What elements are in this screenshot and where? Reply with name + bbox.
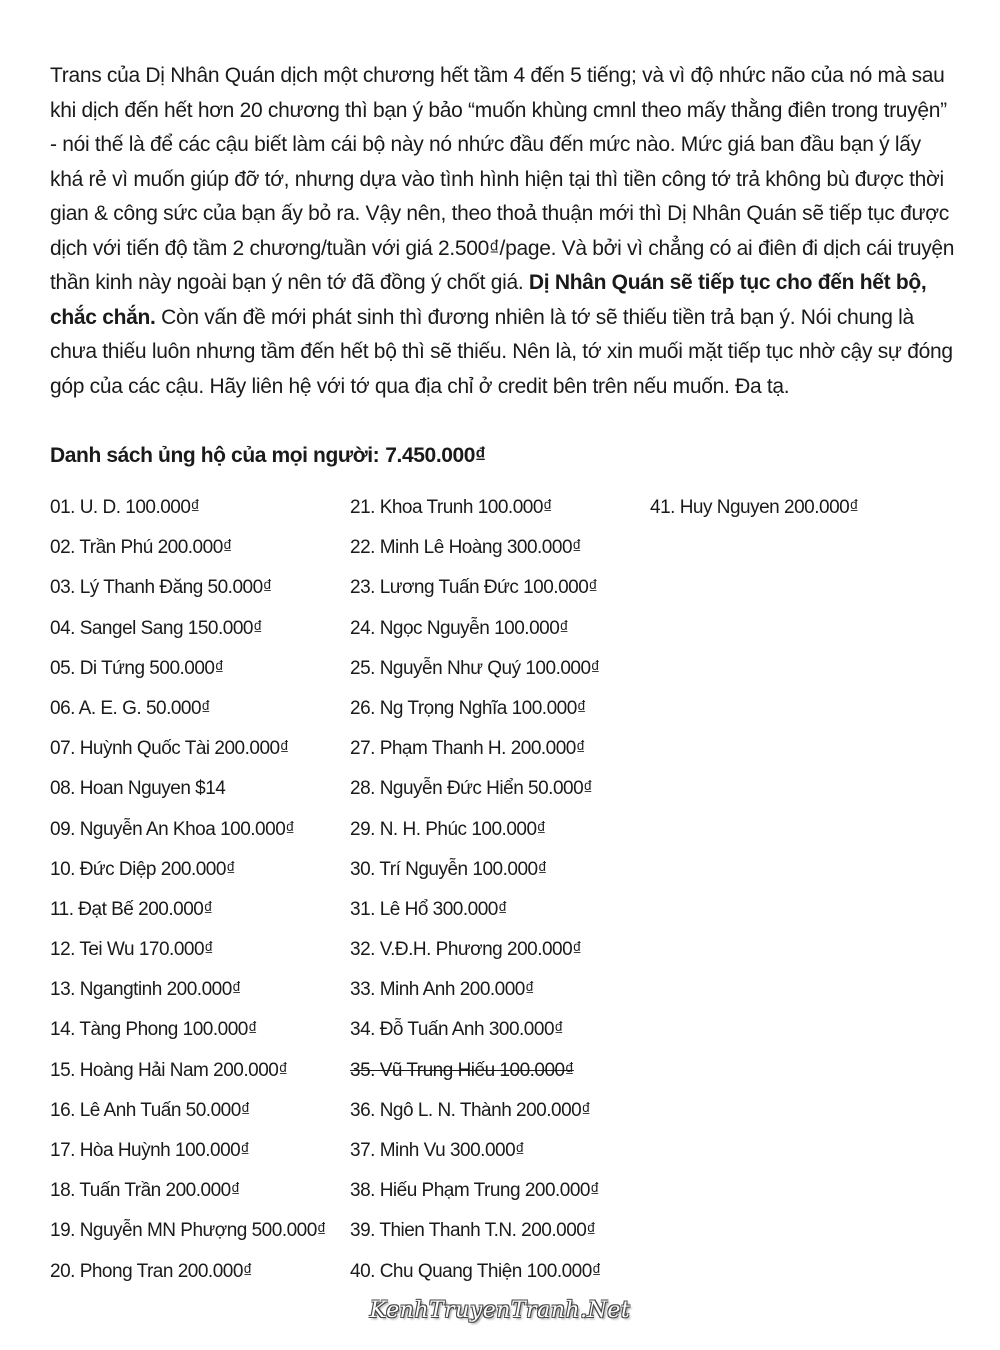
donor-list-item: 11. Đạt Bế 200.000₫: [50, 898, 213, 920]
donor-list-item: 41. Huy Nguyen 200.000₫: [650, 497, 859, 518]
donor-list-item: 17. Hòa Huỳnh 100.000₫: [50, 1140, 250, 1161]
donor-list-item: 31. Lê Hổ 300.000₫: [350, 898, 508, 920]
donor-list-item: 18. Tuấn Trần 200.000₫: [50, 1180, 240, 1202]
donor-list-item: 14. Tàng Phong 100.000₫: [50, 1019, 258, 1041]
donor-list-item: 37. Minh Vu 300.000₫: [350, 1140, 525, 1161]
donor-list-item: 02. Trần Phú 200.000₫: [50, 537, 233, 559]
donor-list-item: 12. Tei Wu 170.000₫: [50, 939, 214, 961]
intro-text-after-bold: Còn vấn đề mới phát sinh thì đương nhiên là tớ sẽ thiếu tiền trả bạn ý. Nói chung là chưa thiếu luôn nhưng tầm đến hết bộ thì sẽ thiếu. Nên là, tớ xin muối mặt tiếp tục nhờ cậy sự đóng góp của các cậu. Hãy liên hệ với tớ qua địa chỉ ở credit bên trên nếu muốn. Đa tạ.: [50, 305, 953, 398]
donor-list-item: 09. Nguyễn An Khoa 100.000₫: [50, 818, 295, 840]
donor-list-item: 04. Sangel Sang 150.000₫: [50, 617, 263, 639]
intro-paragraph: [50, 59, 955, 404]
donor-list-item: 22. Minh Lê Hoàng 300.000₫: [350, 537, 582, 559]
donor-list-item: 24. Ngọc Nguyễn 100.000₫: [350, 617, 569, 639]
donor-list-heading: [50, 444, 485, 468]
donor-list-item: 07. Huỳnh Quốc Tài 200.000₫: [50, 738, 289, 760]
donor-total: 7.450.000₫: [385, 444, 486, 467]
donor-list-item: 38. Hiếu Phạm Trung 200.000₫: [350, 1180, 600, 1202]
donor-column-2: [350, 488, 601, 1292]
donor-list-item: 26. Ng Trọng Nghĩa 100.000₫: [350, 697, 587, 719]
donor-list-item: 06. A. E. G. 50.000₫: [50, 697, 211, 719]
donor-list-item: 23. Lương Tuấn Đức 100.000₫: [350, 577, 598, 599]
donor-list-item: 30. Trí Nguyễn 100.000₫: [350, 858, 547, 880]
donor-list-item: 36. Ngô L. N. Thành 200.000₫: [350, 1099, 591, 1121]
donor-list-item: 35. Vũ Trung Hiếu 100.000₫: [350, 1059, 574, 1081]
intro-text-before-bold: Trans của Dị Nhân Quán dịch một chương hết tầm 4 đến 5 tiếng; và vì độ nhức não của nó mà sau khi dịch đến hết hơn 20 chương thì bạn ý bảo “muốn khùng cmnl theo mấy thằng điên trong truyện” - nói thế là để các cậu biết làm cái bộ này nó nhức đầu đến mức nào. Mức giá ban đầu bạn ý lấy khá rẻ vì muốn giúp đỡ tớ, nhưng dựa vào tình hình hiện tại thì tiền công tớ trả không bù được thời gian & công sức của bạn ấy bỏ ra. Vậy nên, theo thoả thuận mới thì Dị Nhân Quán sẽ tiếp tục được dịch với tiến độ tầm 2 chương/tuần với giá 2.500₫/page. Và bởi vì chẳng có ai điên đi dịch cái truyện thần kinh này ngoài bạn ý nên tớ đã đồng ý chốt giá.: [50, 64, 955, 294]
donor-list-item: 08. Hoan Nguyen $14: [50, 778, 226, 800]
donor-list-item: 28. Nguyễn Đức Hiển 50.000₫: [350, 778, 593, 800]
donor-list-item: 10. Đức Diệp 200.000₫: [50, 858, 236, 880]
donor-list-item: 05. Di Tứng 500.000₫: [50, 657, 224, 679]
donor-list-item: 03. Lý Thanh Đăng 50.000₫: [50, 577, 272, 599]
donor-list-item: 19. Nguyễn MN Phượng 500.000₫: [50, 1220, 327, 1242]
donor-list-item: 13. Ngangtinh 200.000₫: [50, 979, 242, 1001]
donor-list-item: 15. Hoàng Hải Nam 200.000₫: [50, 1059, 288, 1081]
intro-bold-statement: Dị Nhân Quán sẽ tiếp tục cho đến hết bộ, chắc chắn.: [50, 271, 927, 329]
watermark-logo: KenhTruyenTranh.Net: [369, 1298, 631, 1323]
donor-list-item: 16. Lê Anh Tuấn 50.000₫: [50, 1099, 251, 1121]
donor-list-item: 39. Thien Thanh T.N. 200.000₫: [350, 1220, 596, 1242]
donor-list-item: 21. Khoa Trunh 100.000₫: [350, 497, 553, 518]
donor-list-item: 01. U. D. 100.000₫: [50, 497, 200, 518]
donor-list-item: 33. Minh Anh 200.000₫: [350, 979, 535, 1001]
donor-list-item: 20. Phong Tran 200.000₫: [50, 1260, 253, 1282]
donor-list-item: 25. Nguyễn Như Quý 100.000₫: [350, 657, 600, 679]
donor-list-item: 29. N. H. Phúc 100.000₫: [350, 818, 546, 840]
donor-list-item: 34. Đỗ Tuấn Anh 300.000₫: [350, 1019, 564, 1041]
donor-list-item: 40. Chu Quang Thiện 100.000₫: [350, 1260, 602, 1282]
donor-column-1: [50, 488, 326, 1292]
donor-list-label: Danh sách ủng hộ của mọi người:: [50, 444, 380, 467]
donor-list-item: 32. V.Đ.H. Phương 200.000₫: [350, 939, 582, 961]
donor-list-item: 27. Phạm Thanh H. 200.000₫: [350, 738, 586, 760]
donor-column-3: [650, 488, 858, 528]
